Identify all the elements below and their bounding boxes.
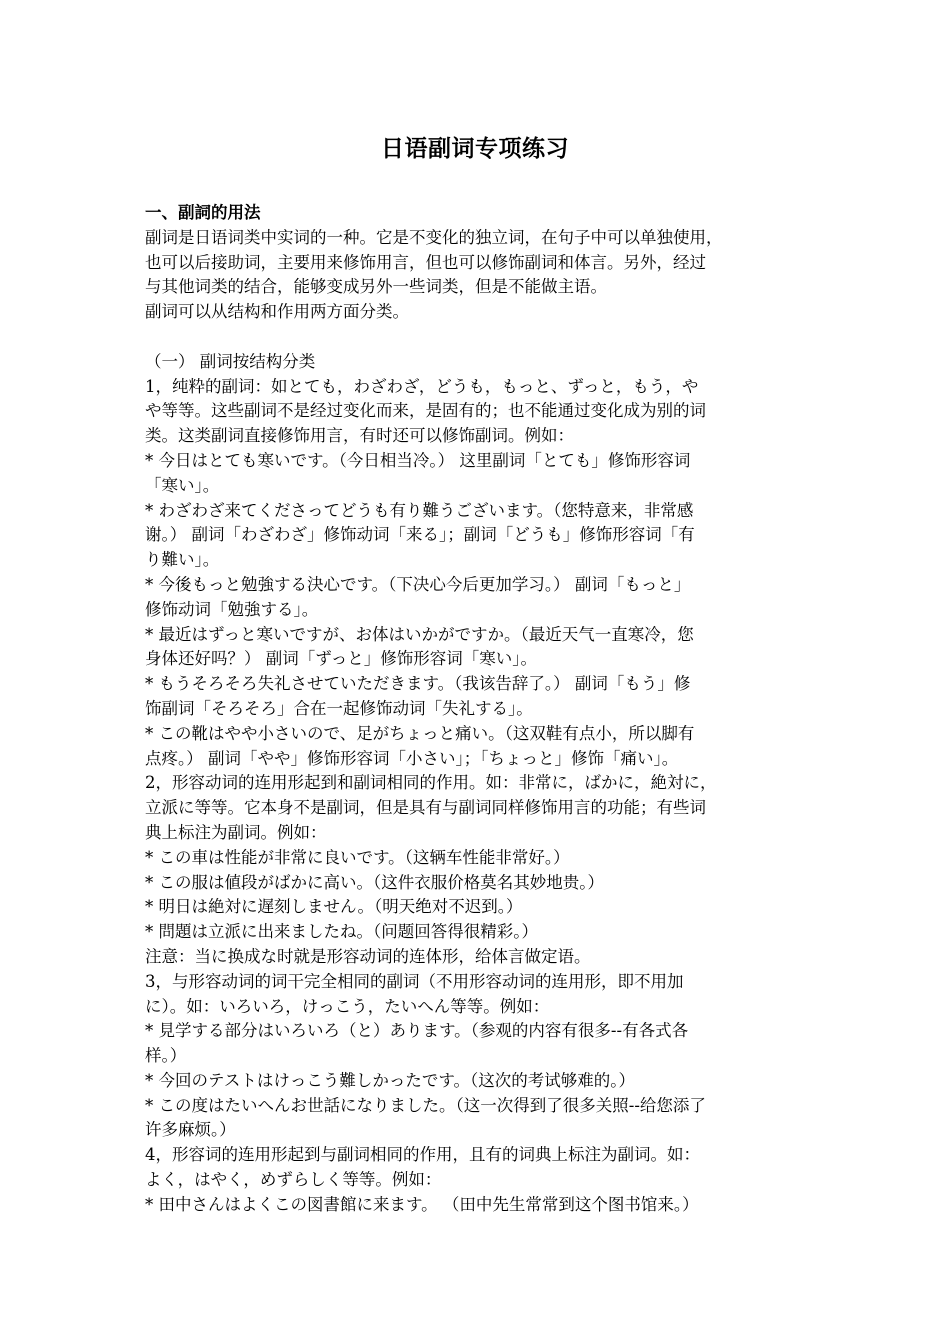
text-line: 1，纯粋的副词：如とても，わざわざ，どうも，もっと、ずっと，もう，や [145,376,699,396]
text-line: * 明日は絶対に遅刻しません。（明天绝对不迟到。） [145,897,523,917]
text-line: よく，はやく，めずらしく等等。例如： [145,1170,442,1190]
text-line: * もうそろそろ失礼させていただきます。（我该告辞了。） 副词「もう」修 [145,674,691,694]
text-line: （一） 副词按结构分类 [145,351,316,371]
text-line: * 今後もっと勉強する決心です。（下决心今后更加学习。） 副词「もっと」 [145,574,691,594]
text-line: に）。如：いろいろ，けっこう，たいへん等等。例如： [145,996,550,1016]
text-line: * この車は性能が非常に良いです。（这辆车性能非常好。） [145,847,570,867]
text-line: * この度はたいへんお世話になりました。（这一次得到了很多关照--给您添了 [145,1095,706,1115]
text-line: 类。这类副词直接修饰用言，有时还可以修饰副词。例如： [145,426,574,446]
text-line: 样。） [145,1046,187,1066]
text-line: * この服は値段がばかに高い。（这件衣服价格莫名其妙地贵。） [145,872,604,892]
text-line: 注意：当に换成な时就是形容动词的连体形，给体言做定语。 [145,946,591,966]
text-line: り難い」。 [145,550,220,570]
text-line: * 見学する部分はいろいろ（と）あります。（参观的内容有很多--有各式各 [145,1021,689,1041]
text-line: 3，与形容动词的词干完全相同的副词（不用形容动词的连用形，即不用加 [145,971,684,991]
text-line: * 問題は立派に出来ましたね。（问题回答得很精彩。） [145,922,538,942]
text-line: * わざわざ来てくださってどうも有り難うございます。（您特意来，非常感 [145,500,694,520]
blank-line [145,325,815,350]
text-line: 点疼。） 副词「やや」修饰形容词「小さい」；「ちょっと」修饰「痛い」。 [145,748,679,768]
section-heading: 一、副詞的用法 [145,203,261,222]
text-line: 谢。） 副词「わざわざ」修饰动词「来る」；副词「どうも」修饰形容词「有 [145,525,695,545]
text-line: 许多麻烦。） [145,1120,236,1140]
text-line: 典上标注为副词。例如： [145,822,327,842]
document-body [145,201,815,1218]
text-line: * 田中さんはよくこの図書館に来ます。 （田中先生常常到这个图书馆来。） [145,1194,699,1214]
text-line: * 最近はずっと寒いですが、お体はいかがですか。（最近天气一直寒冷，您 [145,624,694,644]
text-line: 4，形容词的连用形起到与副词相同的作用，且有的词典上标注为副词。如： [145,1145,700,1165]
text-line: 2，形容动词的连用形起到和副词相同的作用。如：非常に，ばかに，絶対に， [145,773,717,793]
text-line: 饰副词「そろそろ」合在一起修饰动词「失礼する」。 [145,698,533,718]
text-line: 与其他词类的结合，能够变成另外一些词类，但是不能做主语。 [145,277,607,297]
text-line: 副词可以从结构和作用两方面分类。 [145,302,409,322]
text-line: 副词是日语词类中实词的一种。它是不变化的独立词，在句子中可以单独使用， [145,227,723,247]
text-line: * 今回のテストはけっこう難しかったです。（这次的考试够难的。） [145,1070,636,1090]
text-line: や等等。这些副词不是经过变化而来，是固有的；也不能通过变化成为别的词 [145,401,706,421]
text-line: 修饰动词「勉強する」。 [145,599,319,619]
text-line: * この靴はやや小さいので、足がちょっと痛い。（这双鞋有点小，所以脚有 [145,723,695,743]
text-line: * 今日はとても寒いです。（今日相当冷。） 这里副词「とても」修饰形容词 [145,450,691,470]
text-line: 立派に等等。它本身不是副词，但是具有与副词同样修饰用言的功能；有些词 [145,798,706,818]
text-line: 也可以后接助词，主要用来修饰用言，但也可以修饰副词和体言。另外，经过 [145,252,706,272]
text-line: 「寒い」。 [145,475,220,495]
text-line: 身体还好吗？） 副词「ずっと」修饰形容词「寒い」。 [145,649,538,669]
document-title: 日语副词专项练习 [381,136,569,162]
